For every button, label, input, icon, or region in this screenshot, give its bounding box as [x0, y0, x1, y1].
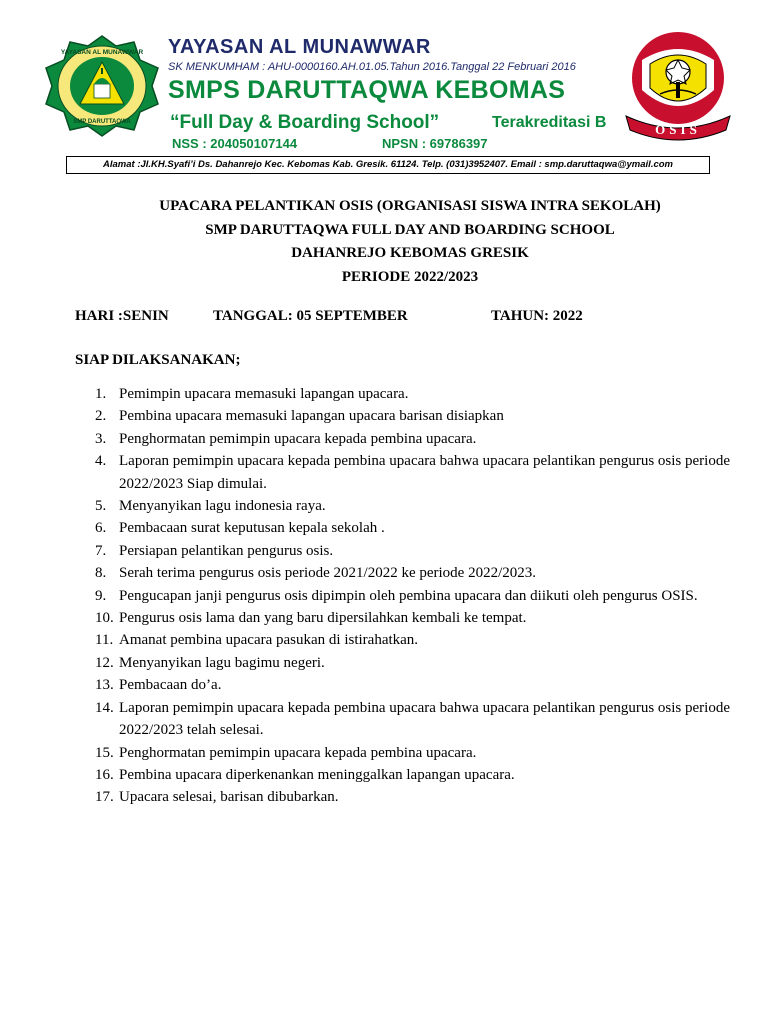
- logo-foundation-text: YAYASAN AL MUNAWWAR: [60, 49, 144, 56]
- step-number: 3.: [95, 430, 107, 447]
- list-item: [95, 562, 735, 584]
- step-text: Penghormatan pemimpin upacara kepada pembina upacara.: [119, 430, 477, 447]
- step-number: 9.: [95, 587, 107, 604]
- step-number: 11.: [95, 632, 114, 649]
- step-text: Menyanyikan lagu indonesia raya.: [119, 498, 326, 515]
- title-line-2: SMP DARUTTAQWA FULL DAY AND BOARDING SCHOOL: [205, 221, 615, 238]
- list-item: [95, 585, 735, 607]
- step-text: Pemimpin upacara memasuki lapangan upacara.: [119, 386, 409, 402]
- foundation-name: YAYASAN AL MUNAWWAR: [168, 36, 431, 58]
- list-item: [95, 786, 735, 808]
- step-number: 14.: [95, 699, 114, 716]
- sk-decree: SK MENKUMHAM : AHU-0000160.AH.01.05.Tahun 2016.Tanggal 22 Februari 2016: [168, 61, 576, 73]
- title-line-3: DAHANREJO KEBOMAS GRESIK: [291, 245, 529, 261]
- list-item: [95, 383, 735, 405]
- step-text: Laporan pemimpin upacara kepada pembina upacara bahwa upacara pelantikan pengurus osis periode 2022/2023 telah selesai.: [119, 699, 730, 739]
- step-number: 6.: [95, 520, 107, 537]
- nss-number: NSS : 204050107144: [172, 136, 298, 151]
- list-item: [95, 629, 735, 651]
- year-label: TAHUN: 2022: [491, 308, 583, 324]
- step-number: 16.: [95, 766, 114, 783]
- step-text: Pengurus osis lama dan yang baru dipersilahkan kembali ke tempat.: [119, 610, 527, 627]
- step-text: Pengucapan janji pengurus osis dipimpin oleh pembina upacara dan diikuti oleh pengurus OSIS.: [119, 587, 698, 604]
- npsn-number: NPSN : 69786397: [382, 136, 488, 151]
- step-text: Laporan pemimpin upacara kepada pembina upacara bahwa upacara pelantikan pengurus osis periode 2022/2023 Siap dimulai.: [119, 453, 730, 492]
- step-text: Amanat pembina upacara pasukan di istirahatkan.: [119, 632, 419, 649]
- step-text: Pembina upacara diperkenankan meninggalkan lapangan upacara.: [119, 766, 515, 783]
- list-item: [95, 652, 735, 674]
- step-text: Persiapan pelantikan pengurus osis.: [119, 542, 334, 559]
- step-number: 10.: [95, 610, 114, 627]
- step-number: 12.: [95, 654, 114, 671]
- step-number: 17.: [95, 789, 114, 806]
- accreditation: Terakreditasi B: [492, 114, 607, 131]
- document-title: [60, 195, 760, 289]
- tagline: “Full Day & Boarding School”: [170, 112, 440, 133]
- step-number: 7.: [95, 542, 107, 559]
- step-number: 4.: [95, 453, 107, 470]
- step-number: 5.: [95, 498, 107, 515]
- section-heading: SIAP DILAKSANAKAN;: [75, 352, 241, 368]
- step-text: Menyanyikan lagu bagimu negeri.: [119, 654, 325, 671]
- list-item: [95, 742, 735, 764]
- title-line-1: UPACARA PELANTIKAN OSIS (ORGANISASI SISWA INTRA SEKOLAH): [159, 198, 661, 214]
- title-line-4: PERIODE 2022/2023: [341, 268, 479, 285]
- step-number: 13.: [95, 677, 114, 694]
- logo-school-text: SMP DARUTTAQWA: [73, 119, 131, 125]
- step-text: Penghormatan pemimpin upacara kepada pembina upacara.: [119, 744, 477, 761]
- list-item: [95, 697, 735, 742]
- step-number: 2.: [95, 408, 107, 425]
- osis-logo: [620, 30, 736, 148]
- address-bar: Alamat :Jl.KH.Syafi’i Ds. Dahanrejo Kec. Kebomas Kab. Gresik. 61124. Telp. (031)3952407. Email : smp.daruttaqwa@ymail.com: [66, 156, 710, 174]
- step-number: 1.: [95, 386, 107, 402]
- list-item: [95, 405, 735, 427]
- school-name: SMPS DARUTTAQWA KEBOMAS: [168, 76, 566, 104]
- step-text: Serah terima pengurus osis periode 2021/2022 ke periode 2022/2023.: [119, 565, 536, 582]
- list-item: [95, 495, 735, 517]
- list-item: [95, 607, 735, 629]
- osis-logo-text: OSIS: [655, 122, 701, 137]
- step-number: 15.: [95, 744, 114, 761]
- date-label: TANGGAL: 05 SEPTEMBER: [213, 308, 408, 324]
- list-item: [95, 764, 735, 786]
- step-text: Pembina upacara memasuki lapangan upacara barisan disiapkan: [119, 408, 504, 425]
- ceremony-steps-list: [95, 383, 735, 809]
- step-text: Pembacaan do’a.: [119, 677, 222, 694]
- list-item: [95, 517, 735, 539]
- list-item: [95, 540, 735, 562]
- day-label: HARI :SENIN: [75, 308, 169, 324]
- list-item: [95, 674, 735, 696]
- list-item: [95, 428, 735, 450]
- school-emblem-logo: [40, 34, 164, 138]
- step-text: Upacara selesai, barisan dibubarkan.: [119, 789, 339, 806]
- list-item: [95, 450, 735, 495]
- step-text: Pembacaan surat keputusan kepala sekolah .: [119, 520, 385, 537]
- step-number: 8.: [95, 565, 107, 582]
